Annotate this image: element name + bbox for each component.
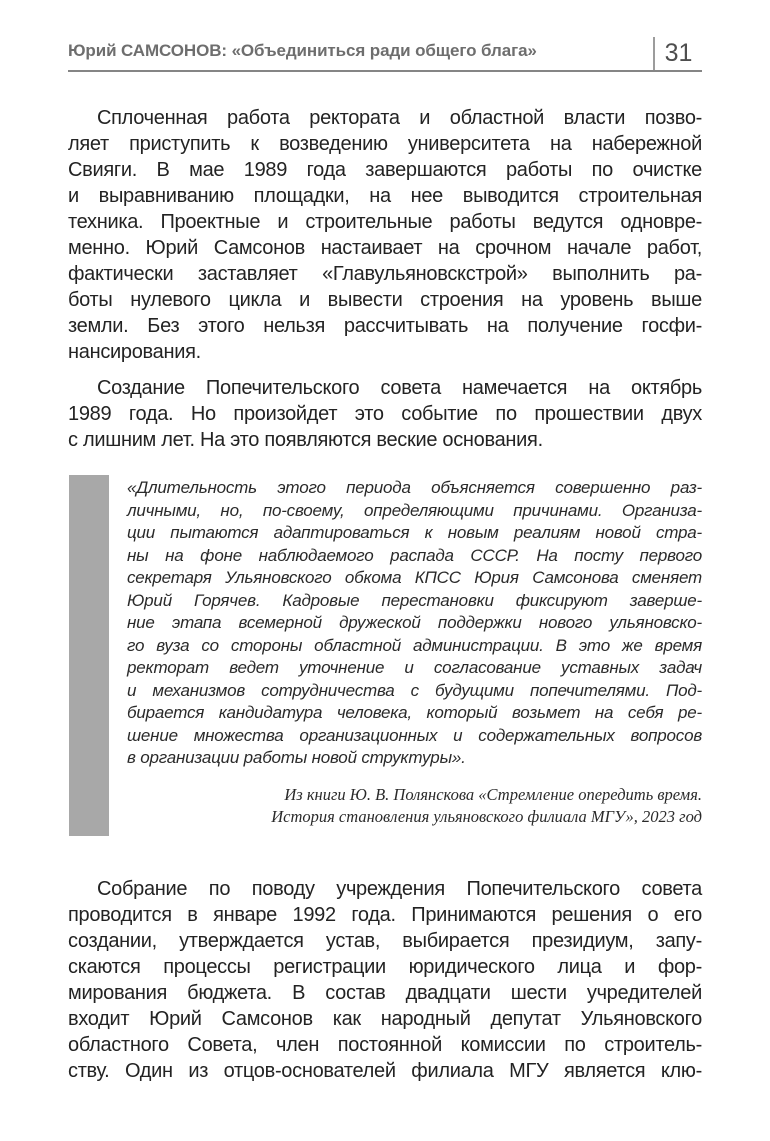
quote-bar xyxy=(69,475,109,836)
paragraph-1: Сплоченная работа ректората и областной власти позво- ляет приступить к возведению университета на набережной Свияги. В мае 1989 года завершаются работы по очистке и выравниванию площадки, на нее выводится строительная техника. Проектные и строительные работы ведутся одновре- менно. Юрий Самсонов настаивает на срочном начале работ, фактически заставляет «Главульяновскстрой» выполнить ра- боты нулевого цикла и вывести строения на уровень выше земли. Без этого нельзя рассчитывать на получение госфи- нансирования. xyxy=(68,107,702,363)
header-row xyxy=(68,0,702,70)
quote-text: «Длительность этого периода объясняется совершенно раз- личными, но, по-своему, определяющими причинами. Организа- ции пытаются адаптироваться к новым реалиям новой стра- ны на фоне наблюдаемого распада СССР. На посту первого секретаря Ульяновского обкома КПСС Юрия Самсонова сменяет Юрий Горячев. Кадровые перестановки фиксируют заверше- ние этапа всемерной дружеской поддержки нового ульяновско- го вуза со стороны областной администрации. В это же время ректорат ведет уточнение и согласование уставных задач и механизмов сотрудничества с будущими попечителями. Под- бирается кандидатура человека, который возьмет на себя ре- шение множества организационных и содержательных вопросов в организации работы новой структуры». xyxy=(127,478,702,767)
page-header xyxy=(68,0,702,72)
page-body xyxy=(68,105,702,1084)
page-number: 31 xyxy=(664,39,693,67)
paragraph-2: Создание Попечительского совета намечается на октябрь 1989 года. Но произойдет это событие по прошествии двух с лишним лет. На это появляются веские основания. xyxy=(68,377,702,451)
quote-attribution: Из книги Ю. В. Полянскова «Стремление опередить время. История становления ульяновского филиала МГУ», 2023 год xyxy=(271,784,702,826)
paragraph-3: Собрание по поводу учреждения Попечительского совета проводится в январе 1992 года. Принимаются решения о его создании, утверждается устав, выбирается президиум, запу- скаются процессы регистрации юридического лица и фор- мирования бюджета. В состав двадцати шести учредителей входит Юрий Самсонов как народный депутат Ульяновского областного Совета, член постоянной комиссии по строитель- ству. Один из отцов-основателей филиала МГУ является клю- xyxy=(68,877,702,1082)
running-title: Юрий САМСОНОВ: «Объединиться ради общего блага» xyxy=(68,41,537,60)
block-quote xyxy=(68,475,702,836)
header-rule xyxy=(68,70,702,72)
